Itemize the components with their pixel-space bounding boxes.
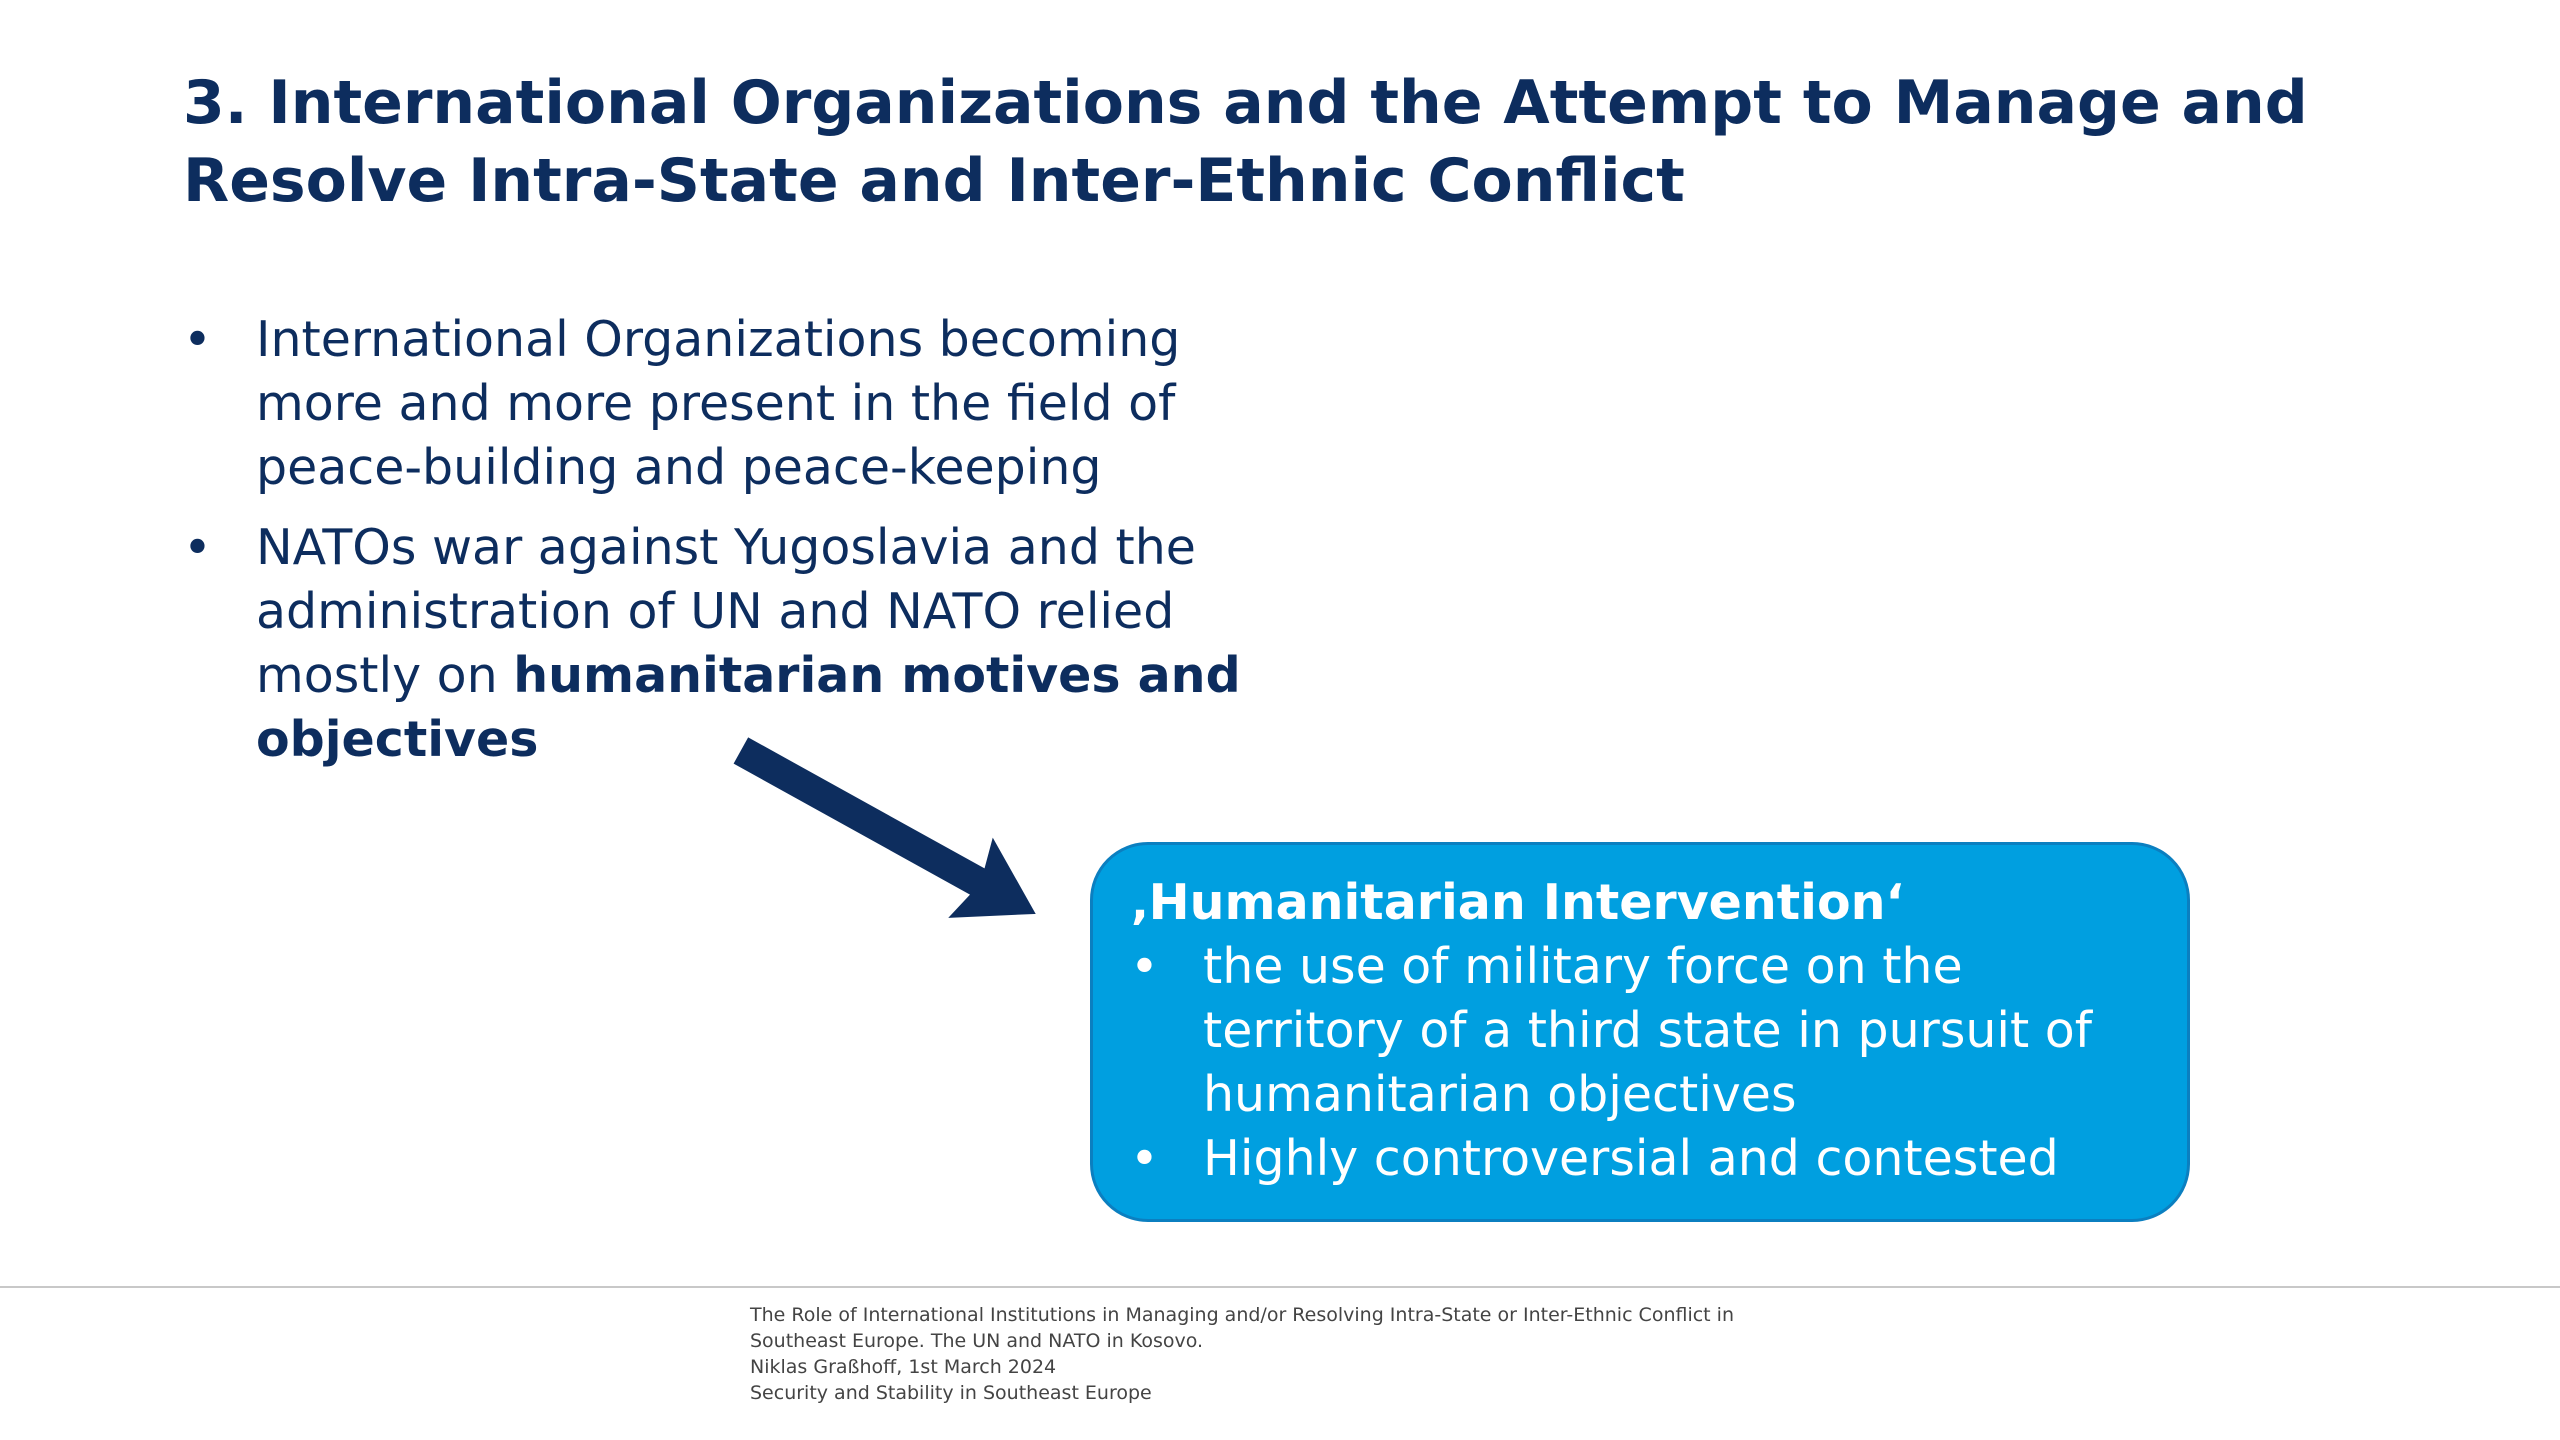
footer — [750, 1302, 2050, 1406]
emphasis-humanitarian-motives: humanitarian motives and — [513, 647, 1241, 704]
footer-divider — [0, 1286, 2560, 1288]
bullet-text-line — [256, 644, 1263, 708]
bullet-text-line: International Organizations becoming — [256, 311, 1181, 368]
bullet-icon: • — [183, 311, 212, 368]
arrow-shape — [720, 715, 1061, 945]
footer-line: The Role of International Institutions in Managing and/or Resolving Intra-State or Inter-Ethnic Conflict in — [750, 1304, 1734, 1326]
callout-bullet-list — [1130, 935, 2157, 1191]
emphasis-objectives: objectives — [256, 711, 539, 768]
footer-line: Niklas Graßhoff, 1st March 2024 — [750, 1356, 1057, 1378]
bullet-icon: • — [1130, 1130, 1159, 1187]
bullet-icon: • — [1130, 938, 1159, 995]
footer-line: Security and Stability in Southeast Europe — [750, 1382, 1152, 1404]
footer-line: Southeast Europe. The UN and NATO in Kosovo. — [750, 1330, 1204, 1352]
bullet-text-line: administration of UN and NATO relied — [256, 583, 1175, 640]
callout-text-line: territory of a third state in pursuit of — [1203, 1002, 2093, 1059]
humanitarian-intervention-callout — [1090, 842, 2190, 1222]
bullet-icon: • — [183, 519, 212, 576]
slide-title — [183, 64, 2333, 220]
callout-text-line: the use of military force on the — [1203, 938, 1963, 995]
slide-title-line-1: 3. International Organizations and the Attempt to Manage and — [183, 68, 2308, 138]
bullet-item-international-organizations — [183, 308, 1263, 500]
slide-title-line-2: Resolve Intra-State and Inter-Ethnic Conflict — [183, 146, 1685, 216]
bullet-text-prefix: mostly on — [256, 647, 514, 704]
bullet-text-line: NATOs war against Yugoslavia and the — [256, 519, 1196, 576]
bullet-text-line: more and more present in the field of — [256, 375, 1176, 432]
callout-text-line: Highly controversial and contested — [1203, 1130, 2059, 1187]
callout-bullet-item-definition — [1130, 935, 2157, 1127]
callout-text-line: humanitarian objectives — [1203, 1066, 1797, 1123]
callout-title: ‚Humanitarian Intervention‘ — [1130, 874, 1905, 931]
bullet-text-line: peace-building and peace-keeping — [256, 439, 1102, 496]
callout-bullet-item-controversial — [1130, 1127, 2157, 1191]
arrow-down-right-icon — [720, 715, 1080, 945]
